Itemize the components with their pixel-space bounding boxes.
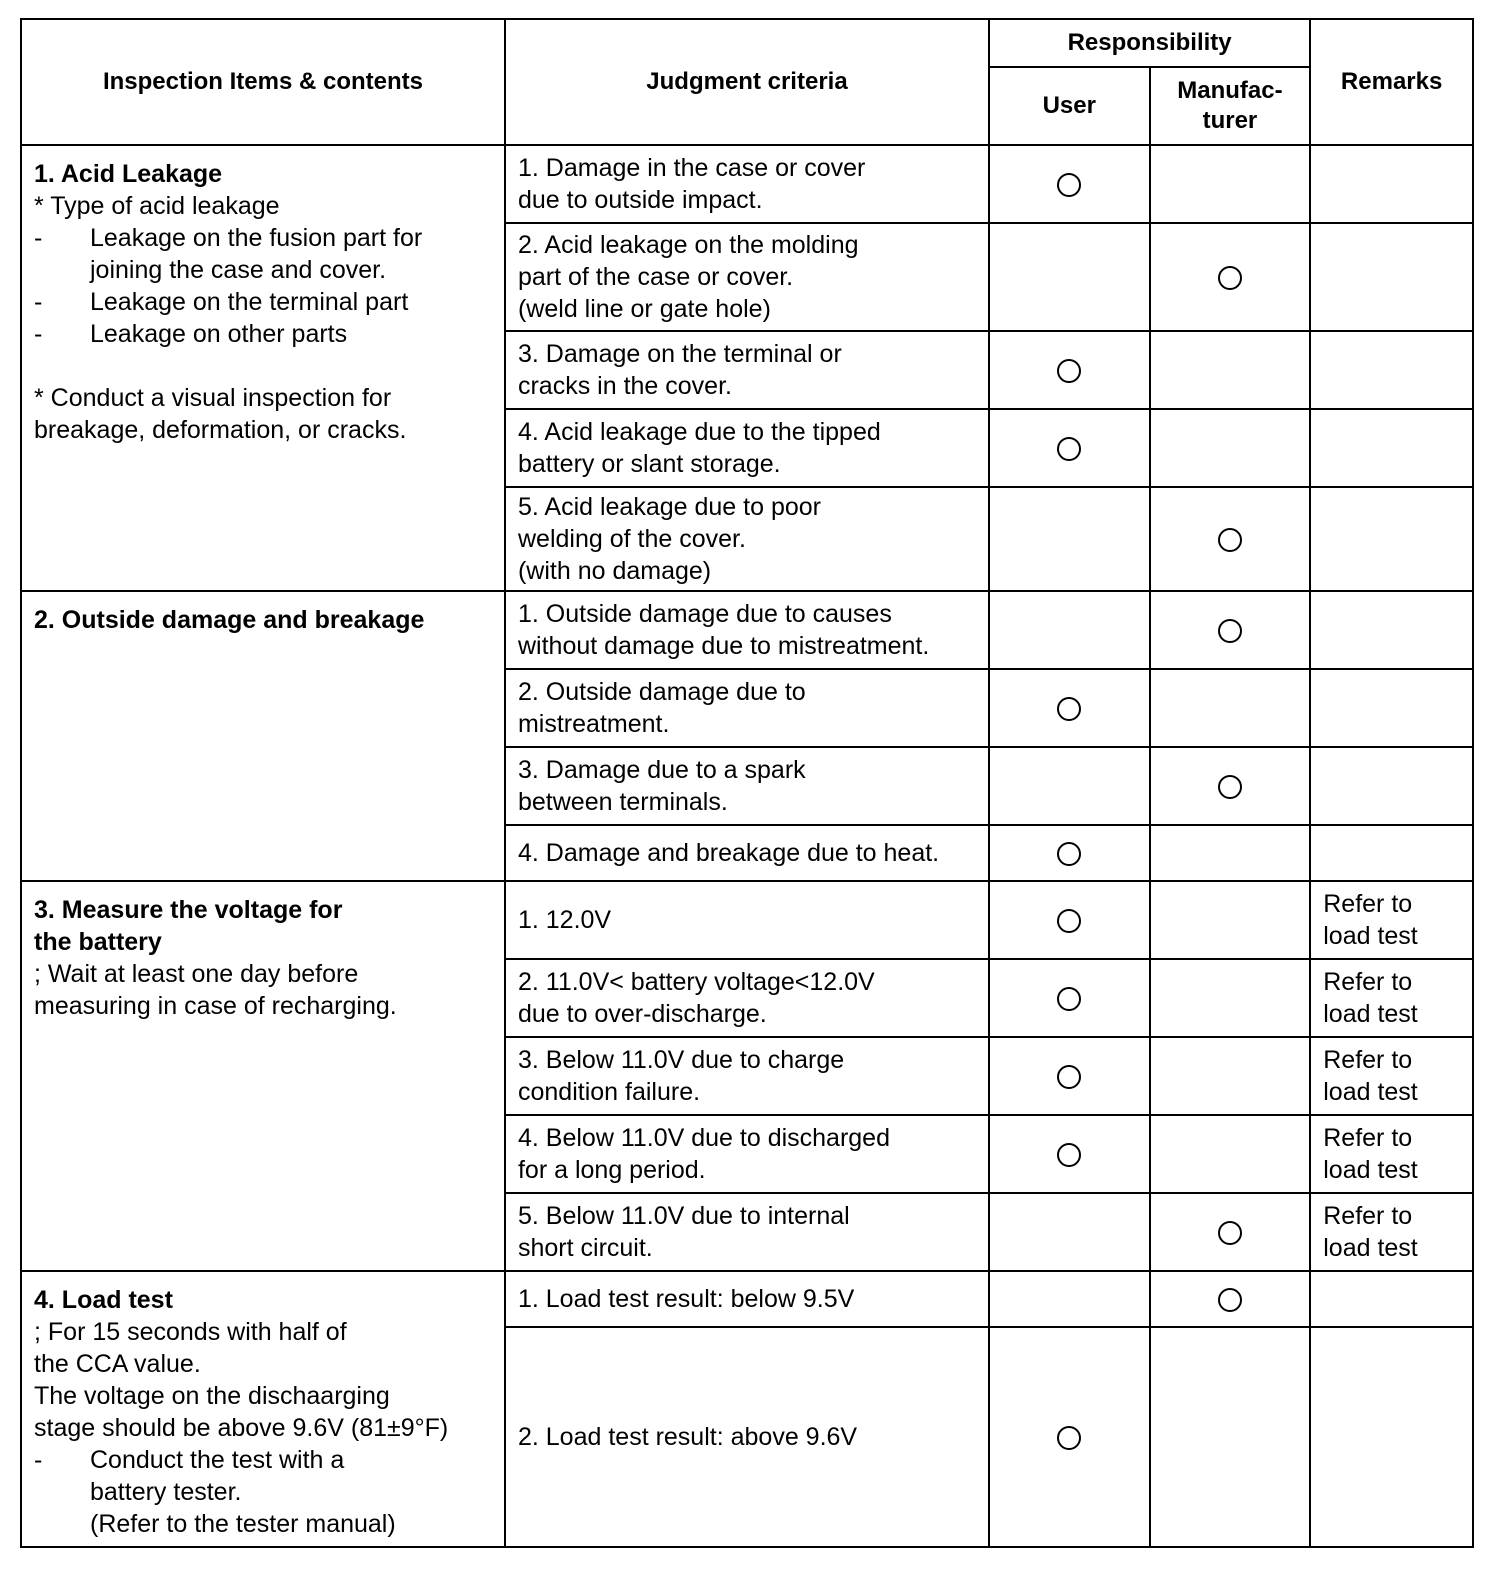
user-mark [989, 145, 1150, 223]
user-mark [989, 223, 1150, 331]
manufacturer-mark [1150, 747, 1311, 825]
remarks-cell [1310, 409, 1473, 487]
remarks-cell [1310, 825, 1473, 881]
manufacturer-mark [1150, 223, 1311, 331]
remarks-cell: Refer to load test [1310, 1037, 1473, 1115]
user-mark [989, 669, 1150, 747]
criteria-cell: 1. Damage in the case or cover due to outside impact. [505, 145, 989, 223]
user-mark [989, 747, 1150, 825]
criteria-cell: 4. Acid leakage due to the tipped battery or slant storage. [505, 409, 989, 487]
section-1-type-heading: * Type of acid leakage [34, 192, 280, 220]
manufacturer-mark [1150, 145, 1311, 223]
table-row [21, 881, 1473, 959]
manufacturer-mark [1150, 1115, 1311, 1193]
circle-mark-icon [1057, 987, 1081, 1011]
remarks-cell: Refer to load test [1310, 959, 1473, 1037]
remarks-cell [1310, 669, 1473, 747]
criteria-cell: 2. 11.0V< battery voltage<12.0V due to over-discharge. [505, 959, 989, 1037]
criteria-cell: 3. Below 11.0V due to charge condition failure. [505, 1037, 989, 1115]
table-row [21, 591, 1473, 669]
dash-item-text: Leakage on other parts [90, 320, 348, 348]
manufacturer-mark [1150, 591, 1311, 669]
section-4-body-line1: ; For 15 seconds with half of [34, 1318, 347, 1346]
user-mark [989, 825, 1150, 881]
manufacturer-mark [1150, 1327, 1311, 1547]
section-3-cell [21, 881, 505, 1271]
inspection-table [20, 18, 1474, 1548]
section-3-title-line1: 3. Measure the voltage for [34, 896, 343, 924]
manufacturer-mark [1150, 669, 1311, 747]
criteria-cell: 5. Below 11.0V due to internal short circuit. [505, 1193, 989, 1271]
header-manufacturer [1150, 67, 1311, 145]
header-judgment: Judgment criteria [505, 19, 989, 145]
user-mark [989, 409, 1150, 487]
header-remarks: Remarks [1310, 19, 1473, 145]
manufacturer-mark [1150, 487, 1311, 591]
section-1-cell [21, 145, 505, 591]
header-responsibility: Responsibility [989, 19, 1310, 67]
section-4-body-line4: stage should be above 9.6V (81±9°F) [34, 1414, 449, 1442]
manufacturer-mark [1150, 1193, 1311, 1271]
criteria-cell: 2. Outside damage due to mistreatment. [505, 669, 989, 747]
remarks-cell: Refer to load test [1310, 1115, 1473, 1193]
circle-mark-icon [1057, 842, 1081, 866]
user-mark [989, 1037, 1150, 1115]
circle-mark-icon [1057, 359, 1081, 383]
circle-mark-icon [1218, 775, 1242, 799]
section-4-body-line2: the CCA value. [34, 1350, 201, 1378]
user-mark [989, 487, 1150, 591]
remarks-cell [1310, 145, 1473, 223]
section-1-dash-item: - Leakage on other parts [34, 320, 348, 348]
criteria-cell: 1. Outside damage due to causes without damage due to mistreatment. [505, 591, 989, 669]
section-2-title: 2. Outside damage and breakage [34, 606, 425, 634]
remarks-cell: Refer to load test [1310, 881, 1473, 959]
criteria-cell: 2. Acid leakage on the molding part of the case or cover. (weld line or gate hole) [505, 223, 989, 331]
criteria-cell: 3. Damage due to a spark between terminals. [505, 747, 989, 825]
dash-item-text: Leakage on the fusion part for joining the case and cover. [90, 224, 423, 284]
section-4-dash-item: - Conduct the test with a battery tester. [34, 1446, 345, 1506]
header-user: User [989, 67, 1150, 145]
circle-mark-icon [1218, 619, 1242, 643]
table-row [21, 145, 1473, 223]
section-1-dash-item: - Leakage on the terminal part [34, 288, 409, 316]
header-manufacturer-line1: Manufac- [1177, 77, 1283, 104]
section-1-dash-item: - Leakage on the fusion part for joining the case and cover. [34, 224, 423, 284]
user-mark [989, 1115, 1150, 1193]
remarks-cell [1310, 1327, 1473, 1547]
section-4-title: 4. Load test [34, 1286, 173, 1314]
section-3-body-line1: ; Wait at least one day before [34, 960, 359, 988]
circle-mark-icon [1057, 1143, 1081, 1167]
criteria-cell: 2. Load test result: above 9.6V [505, 1327, 989, 1547]
user-mark [989, 959, 1150, 1037]
table-row [21, 1271, 1473, 1327]
remarks-cell [1310, 747, 1473, 825]
criteria-cell: 1. Load test result: below 9.5V [505, 1271, 989, 1327]
section-3-body-line2: measuring in case of recharging. [34, 992, 397, 1020]
remarks-cell [1310, 487, 1473, 591]
manufacturer-mark [1150, 825, 1311, 881]
circle-mark-icon [1057, 437, 1081, 461]
manufacturer-mark [1150, 409, 1311, 487]
user-mark [989, 1271, 1150, 1327]
circle-mark-icon [1218, 528, 1242, 552]
criteria-cell: 4. Damage and breakage due to heat. [505, 825, 989, 881]
dash-item-text: Leakage on the terminal part [90, 288, 409, 316]
remarks-cell [1310, 1271, 1473, 1327]
section-1-note-line2: breakage, deformation, or cracks. [34, 416, 407, 444]
circle-mark-icon [1218, 1288, 1242, 1312]
circle-mark-icon [1057, 909, 1081, 933]
section-4-indent-line: (Refer to the tester manual) [90, 1510, 396, 1538]
header-manufacturer-line2: turer [1202, 107, 1258, 134]
circle-mark-icon [1218, 266, 1242, 290]
circle-mark-icon [1218, 1221, 1242, 1245]
remarks-cell [1310, 223, 1473, 331]
circle-mark-icon [1057, 173, 1081, 197]
user-mark [989, 331, 1150, 409]
dash-item-text: Conduct the test with a battery tester. [90, 1446, 345, 1506]
remarks-cell: Refer to load test [1310, 1193, 1473, 1271]
circle-mark-icon [1057, 1426, 1081, 1450]
section-4-cell [21, 1271, 505, 1547]
header-inspection: Inspection Items & contents [21, 19, 505, 145]
header-row [21, 19, 1473, 67]
criteria-cell: 3. Damage on the terminal or cracks in the cover. [505, 331, 989, 409]
criteria-cell: 5. Acid leakage due to poor welding of the cover. (with no damage) [505, 487, 989, 591]
user-mark [989, 881, 1150, 959]
circle-mark-icon [1057, 697, 1081, 721]
manufacturer-mark [1150, 959, 1311, 1037]
criteria-cell: 1. 12.0V [505, 881, 989, 959]
user-mark [989, 1327, 1150, 1547]
manufacturer-mark [1150, 1271, 1311, 1327]
manufacturer-mark [1150, 881, 1311, 959]
section-4-body-line3: The voltage on the dischaarging [34, 1382, 390, 1410]
circle-mark-icon [1057, 1065, 1081, 1089]
manufacturer-mark [1150, 331, 1311, 409]
section-1-title: 1. Acid Leakage [34, 160, 223, 188]
remarks-cell [1310, 331, 1473, 409]
remarks-cell [1310, 591, 1473, 669]
user-mark [989, 591, 1150, 669]
section-2-cell [21, 591, 505, 881]
manufacturer-mark [1150, 1037, 1311, 1115]
section-3-title-line2: the battery [34, 928, 162, 956]
user-mark [989, 1193, 1150, 1271]
section-1-note-line1: * Conduct a visual inspection for [34, 384, 392, 412]
criteria-cell: 4. Below 11.0V due to discharged for a long period. [505, 1115, 989, 1193]
